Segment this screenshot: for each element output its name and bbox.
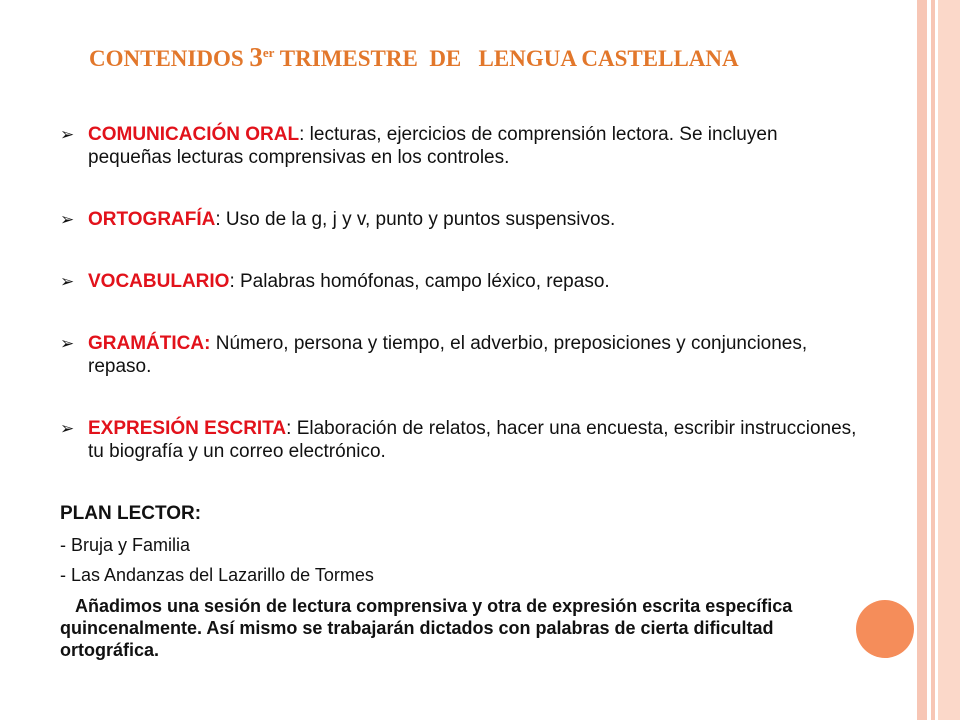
- arrow-bullet-icon: ➢: [60, 419, 75, 438]
- item-text: Uso de la g, j y v, punto y puntos suspensivos.: [220, 209, 616, 230]
- content-item-expresion-escrita: [60, 417, 860, 463]
- title-prefix: CONTENIDOS: [89, 46, 250, 71]
- arrow-bullet-icon: ➢: [60, 210, 75, 229]
- item-label: ORTOGRAFÍA: [88, 209, 216, 230]
- item-label: COMUNICACIÓN ORAL: [88, 124, 300, 145]
- decorative-stripe-right: [938, 0, 960, 720]
- arrow-bullet-icon: ➢: [60, 125, 75, 144]
- plan-lector-heading: PLAN LECTOR:: [60, 503, 202, 524]
- plan-lector-book: - Las Andanzas del Lazarillo de Tormes: [60, 565, 374, 585]
- item-separator: :: [286, 418, 292, 439]
- accent-circle: [856, 600, 914, 658]
- title-superscript: er: [262, 45, 275, 60]
- item-label: GRAMÁTICA:: [88, 333, 211, 354]
- arrow-bullet-icon: ➢: [60, 272, 75, 291]
- slide-title: [89, 42, 889, 73]
- item-text: Elaboración de relatos, hacer una encuesta, escribir instrucciones, tu biografía y un correo electrónico.: [88, 418, 857, 462]
- item-separator: :: [215, 209, 221, 230]
- item-label: EXPRESIÓN ESCRITA: [88, 418, 287, 439]
- content-item-ortografia: [60, 208, 860, 231]
- item-text: Palabras homófonas, campo léxico, repaso.: [234, 271, 610, 292]
- title-rest: TRIMESTRE DE LENGUA CASTELLANA: [274, 46, 739, 71]
- item-separator: :: [229, 271, 235, 292]
- content-item-comunicacion-oral: [60, 123, 860, 169]
- plan-lector-book: - Bruja y Familia: [60, 535, 191, 555]
- arrow-bullet-icon: ➢: [60, 334, 75, 353]
- item-label: VOCABULARIO: [88, 271, 230, 292]
- title-number: 3: [249, 42, 263, 72]
- content-item-gramatica: [60, 332, 860, 378]
- decorative-stripe-left: [917, 0, 927, 720]
- item-text: lecturas, ejercicios de comprensión lectora. Se incluyen pequeñas lecturas comprensivas en los controles.: [88, 124, 778, 168]
- plan-lector-closing-paragraph: Añadimos una sesión de lectura comprensiva y otra de expresión escrita específica quincenalmente. Así mismo se trabajarán dictados con palabras de cierta dificultad ortográfica.: [60, 596, 798, 660]
- item-text: Número, persona y tiempo, el adverbio, preposiciones y conjunciones, repaso.: [88, 333, 808, 377]
- decorative-stripe-middle: [931, 0, 935, 720]
- item-separator: :: [299, 124, 305, 145]
- content-item-vocabulario: [60, 270, 860, 293]
